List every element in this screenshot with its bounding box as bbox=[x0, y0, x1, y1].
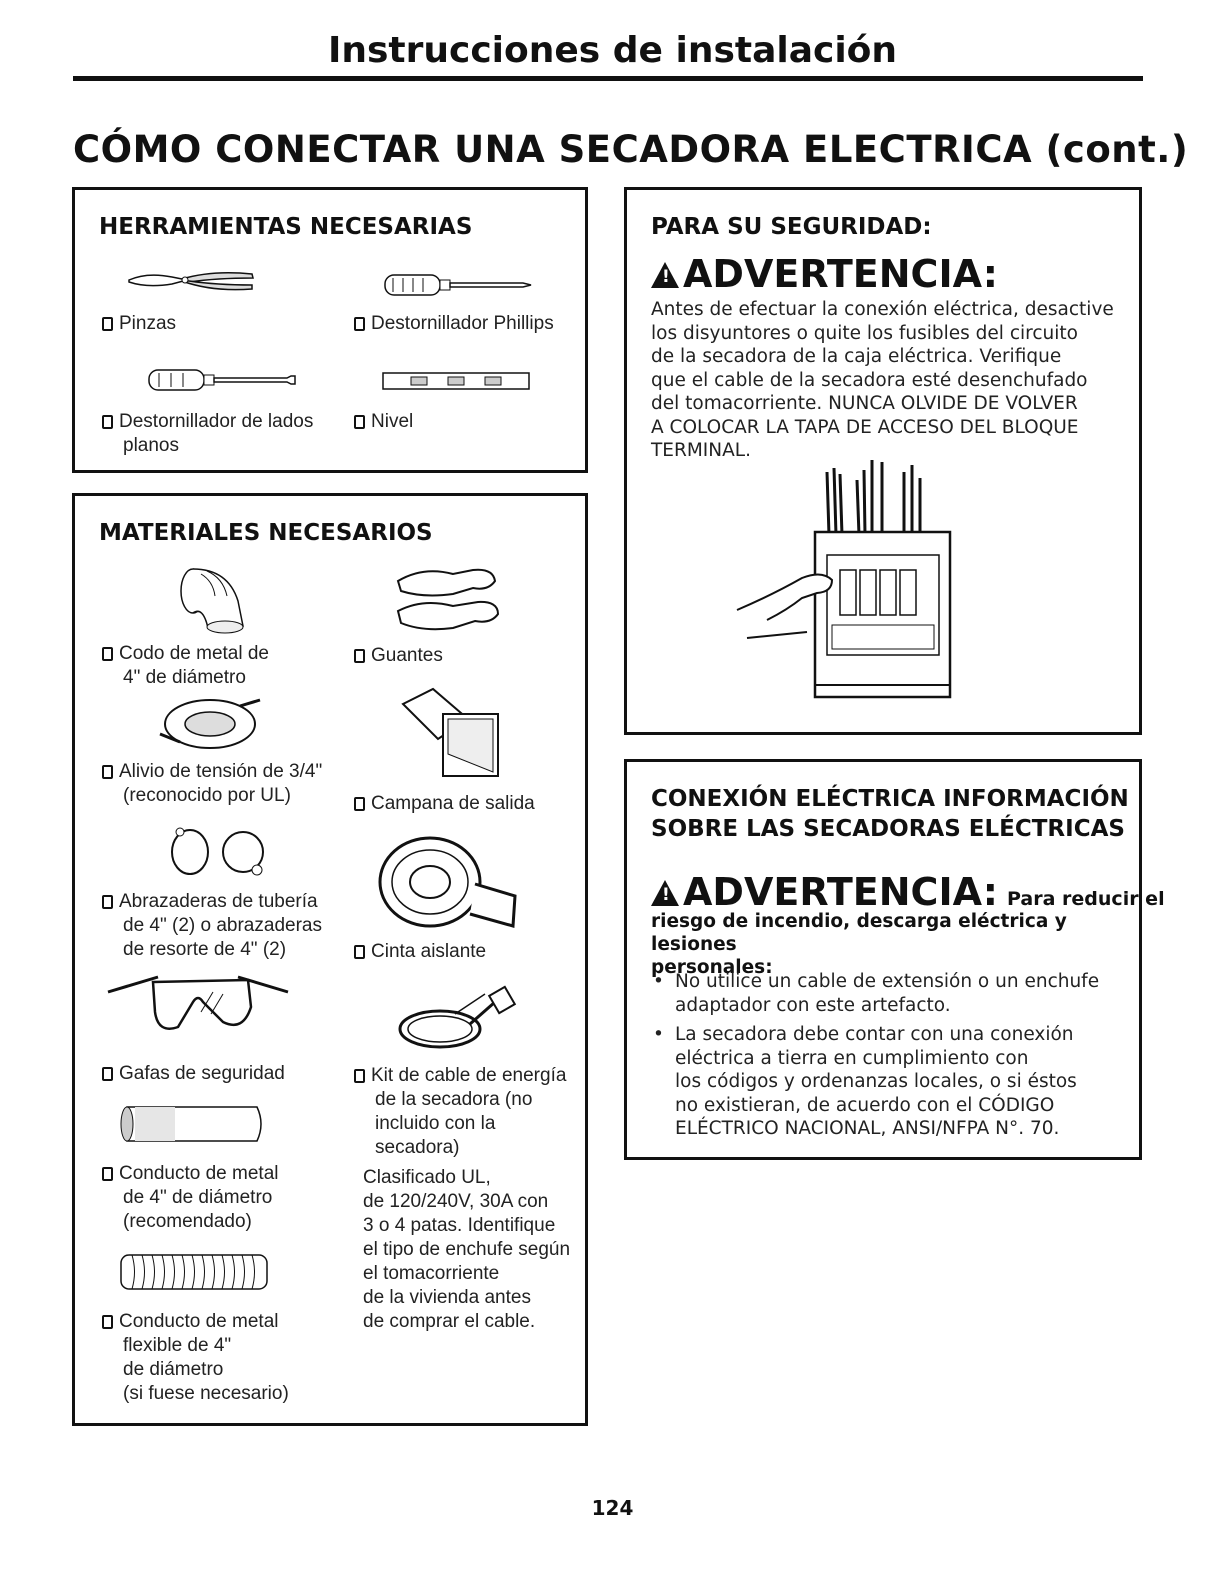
material-strain-relief bbox=[102, 760, 322, 808]
material-cord-4: secadora) bbox=[375, 1137, 460, 1158]
material-cord-2: de la secadora (no bbox=[375, 1089, 533, 1110]
checkbox-icon bbox=[354, 797, 365, 811]
bullet-line: los códigos y ordenanzas locales, o si éstos bbox=[675, 1071, 1077, 1092]
checkbox-icon bbox=[102, 1167, 113, 1181]
electrical-title bbox=[651, 784, 1129, 844]
checkbox-icon bbox=[354, 945, 365, 959]
cord-note-line: de comprar el cable. bbox=[363, 1311, 536, 1332]
bullet-line: no existieran, de acuerdo con el CÓDIGO bbox=[675, 1094, 1055, 1116]
material-elbow-1: Codo de metal de bbox=[119, 643, 269, 664]
electrical-warning-line3: personales: bbox=[651, 957, 773, 978]
material-flex-3: de diámetro bbox=[123, 1359, 224, 1380]
safety-line: del tomacorriente. NUNCA OLVIDE DE VOLVER bbox=[651, 393, 1078, 414]
flexible-duct-icon bbox=[117, 1252, 272, 1292]
checkbox-icon bbox=[102, 647, 113, 661]
material-glasses bbox=[102, 1062, 285, 1086]
checkbox-icon bbox=[354, 649, 365, 663]
safety-line: de la secadora de la caja eléctrica. Verifique bbox=[651, 346, 1062, 367]
cord-note-line: de la vivienda antes bbox=[363, 1287, 531, 1308]
warning-icon bbox=[651, 262, 679, 288]
electrical-title-2: SOBRE LAS SECADORAS ELÉCTRICAS bbox=[651, 816, 1125, 842]
flat-screwdriver-icon bbox=[147, 365, 297, 395]
safety-glasses-icon bbox=[103, 972, 293, 1042]
bullet-line: • No utilice un cable de extensión o un enchufe bbox=[675, 971, 1100, 992]
safety-line: A COLOCAR LA TAPA DE ACCESO DEL BLOQUE bbox=[651, 416, 1079, 438]
checkbox-icon bbox=[354, 317, 365, 331]
safety-title: PARA SU SEGURIDAD: bbox=[651, 214, 932, 240]
material-tape bbox=[354, 940, 486, 964]
checkbox-icon bbox=[102, 415, 113, 429]
material-duct-1: Conducto de metal bbox=[119, 1163, 279, 1184]
material-hood bbox=[354, 792, 535, 816]
tool-flat-label-2: planos bbox=[123, 435, 179, 456]
tool-nivel bbox=[354, 410, 413, 434]
material-cord-1: Kit de cable de energía bbox=[371, 1065, 567, 1086]
clamps-icon bbox=[165, 826, 275, 881]
exhaust-hood-icon bbox=[393, 684, 513, 784]
material-cord bbox=[354, 1064, 566, 1160]
gloves-icon bbox=[393, 566, 503, 636]
cord-note-line: de 120/240V, 30A con bbox=[363, 1191, 549, 1212]
material-flex-1: Conducto de metal bbox=[119, 1311, 279, 1332]
safety-line: Antes de efectuar la conexión eléctrica, desactive bbox=[651, 299, 1114, 320]
cord-note-line: Clasificado UL, bbox=[363, 1167, 491, 1188]
electrical-title-1: CONEXIÓN ELÉCTRICA INFORMACIÓN bbox=[651, 786, 1129, 812]
material-tape-1: Cinta aislante bbox=[371, 941, 487, 962]
electrical-bullets bbox=[651, 970, 1131, 1147]
material-clamps-2: de 4" (2) o abrazaderas bbox=[123, 915, 322, 936]
safety-text bbox=[651, 298, 1114, 463]
cord-note-line: 3 o 4 patas. Identifique bbox=[363, 1215, 556, 1236]
breaker-panel-illustration bbox=[732, 460, 972, 705]
material-hood-1: Campana de salida bbox=[371, 793, 535, 814]
electrical-info-box bbox=[624, 759, 1165, 1160]
metal-duct-icon bbox=[117, 1104, 267, 1144]
checkbox-icon bbox=[102, 317, 113, 331]
tool-nivel-label: Nivel bbox=[371, 411, 414, 432]
material-cord-3: incluido con la bbox=[375, 1113, 496, 1134]
phillips-screwdriver-icon bbox=[383, 270, 533, 300]
material-elbow-2: 4" de diámetro bbox=[123, 667, 246, 688]
material-strain-1: Alivio de tensión de 3/4" bbox=[119, 761, 323, 782]
safety-line: TERMINAL. bbox=[651, 440, 751, 461]
material-flex-duct bbox=[102, 1310, 289, 1406]
material-clamps-3: de resorte de 4" (2) bbox=[123, 939, 287, 960]
material-gloves bbox=[354, 644, 443, 668]
bullet-line: eléctrica a tierra en cumplimiento con bbox=[675, 1047, 1029, 1069]
material-duct-2: de 4" de diámetro bbox=[123, 1187, 273, 1208]
tools-title: HERRAMIENTAS NECESARIAS bbox=[99, 214, 473, 240]
materials-box bbox=[72, 493, 588, 1426]
checkbox-icon bbox=[102, 1315, 113, 1329]
checkbox-icon bbox=[102, 1067, 113, 1081]
page-number: 124 bbox=[591, 1496, 634, 1520]
header-rule bbox=[73, 76, 1143, 81]
checkbox-icon bbox=[102, 895, 113, 909]
bullet-line: • La secadora debe contar con una conexión bbox=[675, 1024, 1074, 1045]
cord-note-line: el tomacorriente bbox=[363, 1263, 500, 1284]
warning-icon bbox=[651, 880, 679, 906]
pliers-icon bbox=[127, 268, 257, 294]
material-clamps bbox=[102, 890, 322, 962]
tool-flat-screwdriver bbox=[102, 410, 313, 458]
page-header-title: Instrucciones de instalación bbox=[327, 30, 898, 71]
safety-line: los disyuntores o quite los fusibles del circuito bbox=[651, 322, 1078, 344]
elbow-icon bbox=[173, 566, 253, 636]
section-title: CÓMO CONECTAR UNA SECADORA ELECTRICA (cont.) bbox=[73, 128, 1189, 171]
tool-pinzas bbox=[102, 312, 176, 336]
material-flex-4: (si fuese necesario) bbox=[123, 1383, 289, 1404]
material-glasses-1: Gafas de seguridad bbox=[119, 1063, 285, 1084]
material-metal-duct bbox=[102, 1162, 279, 1234]
material-clamps-1: Abrazaderas de tubería bbox=[119, 891, 318, 912]
material-elbow bbox=[102, 642, 269, 690]
bullet-line: adaptador con este artefacto. bbox=[675, 994, 951, 1016]
tool-pinzas-label: Pinzas bbox=[119, 313, 177, 334]
electrical-warning-text: ADVERTENCIA: bbox=[683, 870, 998, 914]
materials-title: MATERIALES NECESARIOS bbox=[99, 520, 433, 546]
electrical-warning-cont bbox=[651, 910, 1139, 979]
bullet-item bbox=[651, 1023, 1131, 1141]
bullet-item bbox=[651, 970, 1131, 1017]
tool-flat-label-1: Destornillador de lados bbox=[119, 411, 314, 432]
strain-relief-icon bbox=[155, 694, 265, 754]
safety-warning bbox=[651, 252, 998, 296]
tools-box bbox=[72, 187, 588, 473]
material-flex-2: flexible de 4" bbox=[123, 1335, 232, 1356]
checkbox-icon bbox=[354, 1069, 365, 1083]
material-gloves-1: Guantes bbox=[371, 645, 443, 666]
power-cord-icon bbox=[395, 984, 525, 1054]
cord-note-line: el tipo de enchufe según bbox=[363, 1239, 571, 1260]
electrical-warning-line2: riesgo de incendio, descarga eléctrica y lesiones bbox=[651, 911, 1067, 955]
safety-box bbox=[624, 187, 1142, 735]
safety-line: que el cable de la secadora esté desenchufado bbox=[651, 369, 1088, 391]
material-duct-3: (recomendado) bbox=[123, 1211, 252, 1232]
electrical-warning bbox=[651, 870, 1165, 914]
cord-note bbox=[363, 1166, 570, 1334]
tool-phillips-label: Destornillador Phillips bbox=[371, 313, 554, 334]
electrical-warning-tail: Para reducir el bbox=[1007, 888, 1165, 910]
electrical-tape-icon bbox=[375, 834, 525, 934]
bullet-line: ELÉCTRICO NACIONAL, ANSI/NFPA N°. 70. bbox=[675, 1118, 1060, 1139]
material-strain-2: (reconocido por UL) bbox=[123, 785, 291, 806]
safety-warning-text: ADVERTENCIA: bbox=[683, 252, 998, 296]
checkbox-icon bbox=[102, 765, 113, 779]
tool-phillips bbox=[354, 312, 554, 336]
checkbox-icon bbox=[354, 415, 365, 429]
level-icon bbox=[381, 370, 531, 392]
